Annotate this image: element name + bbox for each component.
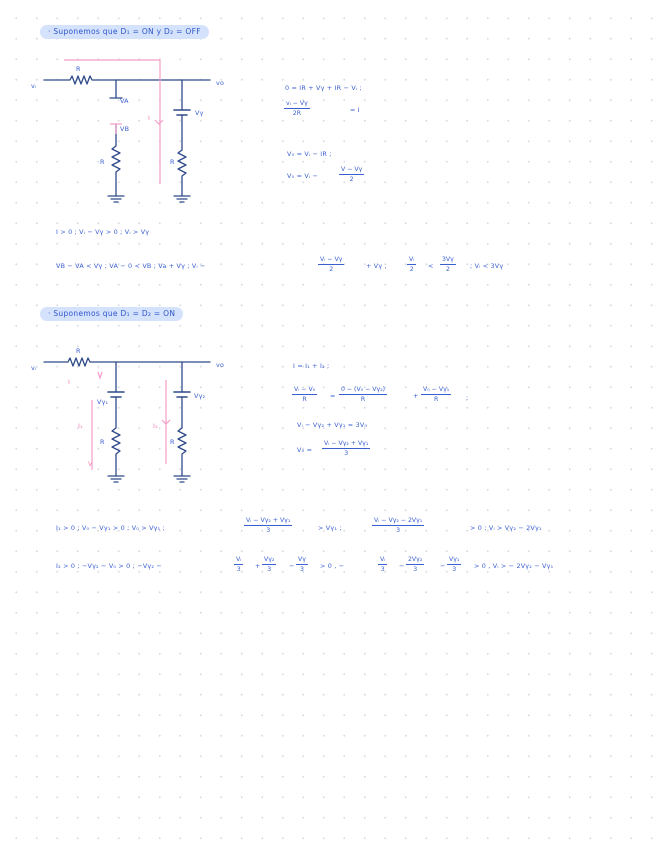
s1-cond2-d: ; Vᵢ < 3Vγ: [470, 262, 504, 270]
c1-vy-label: Vγ: [195, 109, 204, 117]
c1-vi-label: vᵢ: [31, 82, 37, 90]
c2-i1-label: I₁: [78, 422, 83, 430]
s2-frac4: [322, 440, 370, 457]
s1-cond2-a: VB − VA < Vγ ; VA − 0 < VB ; Va + Vγ ; Vᵢ −: [56, 262, 206, 270]
s2-c1-frac-a: [244, 517, 292, 534]
circuit2-current-arrow: [98, 372, 102, 378]
c2-v-small-label: V: [88, 460, 93, 468]
s1-eq1: 0 = IR + Vγ + IR − Vᵢ ;: [285, 84, 362, 92]
circuit1-right-ground: [174, 196, 190, 202]
s1-frac4-num: V − Vγ: [341, 166, 363, 173]
s2-frac-a-den: R: [302, 396, 307, 403]
c1-r-right-label: R: [170, 158, 175, 166]
s2-c2-frac-a-num: Vᵢ: [236, 556, 242, 563]
circuit2-left-resistor: [112, 397, 120, 476]
s1-cond2-frac-a-den: 2: [329, 266, 334, 273]
circuit1-battery: [174, 110, 190, 115]
s1-cond2-frac-b: [407, 256, 416, 273]
s1-cond1: I > 0 ; Vᵢ − Vγ > 0 ; Vᵢ > Vγ: [56, 228, 150, 236]
s1-eq4-lhs: V₀ = Vᵢ −: [287, 172, 319, 180]
s2-c2-b: +: [255, 562, 261, 570]
s2-c2-frac-a-den: 3: [236, 566, 241, 573]
s2-c2-frac-b-den: 3: [267, 566, 272, 573]
s2-c2-frac-e-num: 2Vγ₂: [408, 556, 423, 563]
s2-c2-g: > 0 , Vᵢ > − 2Vγ₂ − Vγ₁: [474, 562, 554, 570]
s2-c1-frac-b-den: 3: [396, 527, 401, 534]
s2-c1-frac-a-den: 3: [266, 527, 271, 534]
section1-heading: · Suponemos que D₁ = ON y D₂ = OFF: [40, 25, 209, 39]
c2-vy2-label: Vγ₂: [194, 392, 206, 400]
circuit2-right-battery: [174, 392, 190, 397]
s2-c2-frac-c-den: 3: [299, 566, 304, 573]
section2-heading: · Suponemos que D₁ = D₂ = ON: [40, 307, 183, 321]
c2-vi-label: vᵢ: [31, 364, 37, 372]
s1-frac1-num: vᵢ − Vγ: [286, 100, 308, 107]
s2-frac-b-den: R: [360, 396, 366, 403]
s2-c2-d: > 0 , −: [320, 562, 345, 570]
s1-frac1: [284, 100, 310, 117]
c2-i-top-label: I: [68, 378, 71, 386]
c2-vo-label: vo: [216, 361, 225, 369]
s2-c2-frac-f: [447, 556, 461, 573]
c2-r-left-label: R: [100, 438, 105, 446]
s1-cond2-frac-a-num: Vᵢ − Vγ: [320, 256, 343, 263]
s2-c2-frac-d-den: 3: [380, 566, 385, 573]
s2-c2-c: −: [289, 562, 295, 570]
circuit1-top-wire: [44, 76, 210, 84]
c2-i2-label: I₂: [153, 422, 158, 430]
s2-c1-frac-b-num: Vᵢ − Vγ₂ − 2Vγ₁: [374, 517, 423, 524]
circuit2-left-ground: [108, 476, 124, 482]
s2-c2-frac-e-den: 3: [413, 566, 418, 573]
circuit1-left-ground: [108, 196, 124, 202]
s2-c1-b: > Vγ₁ ;: [318, 524, 342, 532]
s2-frac-b-num: 0 − (V₀ − Vγ₂): [341, 386, 386, 393]
s2-c2-frac-d-num: Vᵢ: [380, 556, 386, 563]
s2-c2-frac-c-num: Vγ: [298, 556, 306, 563]
s2-eq1: I = I₁ + I₂ ;: [293, 362, 330, 370]
s2-c2-frac-b: [262, 556, 276, 573]
s2-eq-plus: +: [413, 392, 419, 400]
s2-c2-frac-a: [234, 556, 243, 573]
c1-vo-label: vo: [216, 79, 225, 87]
s2-eq-end: ;: [466, 394, 469, 402]
s2-eq-equals: =: [330, 392, 336, 400]
c2-vy1-label: Vγ₁: [97, 398, 109, 406]
c1-r-left-label: R: [100, 158, 105, 166]
s2-c2-e: −: [399, 562, 405, 570]
s1-frac1-rhs: = I: [350, 106, 360, 114]
s2-frac4-den: 3: [344, 450, 349, 457]
s2-frac4-num: Vᵢ − Vγ₂ + Vγ₁: [324, 440, 369, 447]
s2-c2-f: −: [440, 562, 446, 570]
c2-r-top-label: R: [76, 347, 81, 355]
s1-cond2-frac-a: [318, 256, 344, 273]
s1-frac4: [339, 166, 364, 183]
s2-c2-frac-e: [406, 556, 424, 573]
circuit2-right-resistor: [178, 397, 186, 476]
s2-c1-c: > 0 ; Vᵢ > Vγ₂ − 2Vγ₁: [470, 524, 542, 532]
s1-cond2-frac-c-den: 2: [445, 266, 450, 273]
circuit1-left-resistor: [112, 124, 120, 196]
s1-cond2-frac-b-den: 2: [409, 266, 414, 273]
s1-eq3: V₀ = Vᵢ − IR ;: [287, 150, 332, 158]
circuit1-right-resistor: [178, 115, 186, 196]
s1-cond2-c: <: [428, 262, 434, 270]
s2-eq4-lhs: V₀ =: [297, 446, 313, 454]
s2-c1-frac-b: [372, 517, 424, 534]
s1-cond2-b: + Vγ ,: [366, 262, 387, 270]
s2-frac-a: [292, 386, 317, 403]
s2-frac-b: [339, 386, 387, 403]
s2-eq3: Vᵢ − Vγ₂ + Vγ₁ = 3V₀: [297, 421, 368, 429]
s1-cond2-frac-c-num: 3Vγ: [442, 256, 454, 263]
circuit2-right-ground: [174, 476, 190, 482]
s2-c2-frac-f-den: 3: [452, 566, 457, 573]
s2-c2-a: I₂ > 0 ; −Vγ₂ − V₀ > 0 ; −Vγ₂ −: [56, 562, 162, 570]
s1-cond2-frac-b-num: Vᵢ: [409, 256, 415, 263]
s2-c2-frac-f-num: Vγ₁: [449, 556, 460, 563]
circuit2-top-wire: [44, 358, 210, 366]
c1-va-label: VA: [120, 97, 129, 105]
s2-c2-frac-d: [378, 556, 387, 573]
s1-frac4-den: 2: [349, 176, 354, 183]
s1-cond2-frac-c: [440, 256, 456, 273]
c1-vb-label: VB: [120, 125, 130, 133]
s2-frac-c: [421, 386, 451, 403]
s2-c2-frac-c: [296, 556, 308, 573]
circuit2-left-battery: [108, 392, 124, 397]
s2-frac-a-num: Vᵢ − V₀: [294, 386, 316, 393]
c1-current-label: I: [148, 114, 151, 122]
s2-frac-c-num: V₀ − Vγ₁: [423, 386, 450, 393]
s2-c1-frac-a-num: Vᵢ − Vγ₂ + Vγ₁: [246, 517, 291, 524]
c1-r-top-label: R: [76, 65, 81, 73]
s2-frac-c-den: R: [433, 396, 439, 403]
s2-c1-a: I₁ > 0 ; V₀ − Vγ₁ > 0 ; V₀ > Vγ₁ ;: [56, 524, 165, 532]
s1-frac1-den: 2R: [292, 110, 302, 117]
c2-r-right-label: R: [170, 438, 175, 446]
s2-c2-frac-b-num: Vγ₂: [264, 556, 275, 563]
